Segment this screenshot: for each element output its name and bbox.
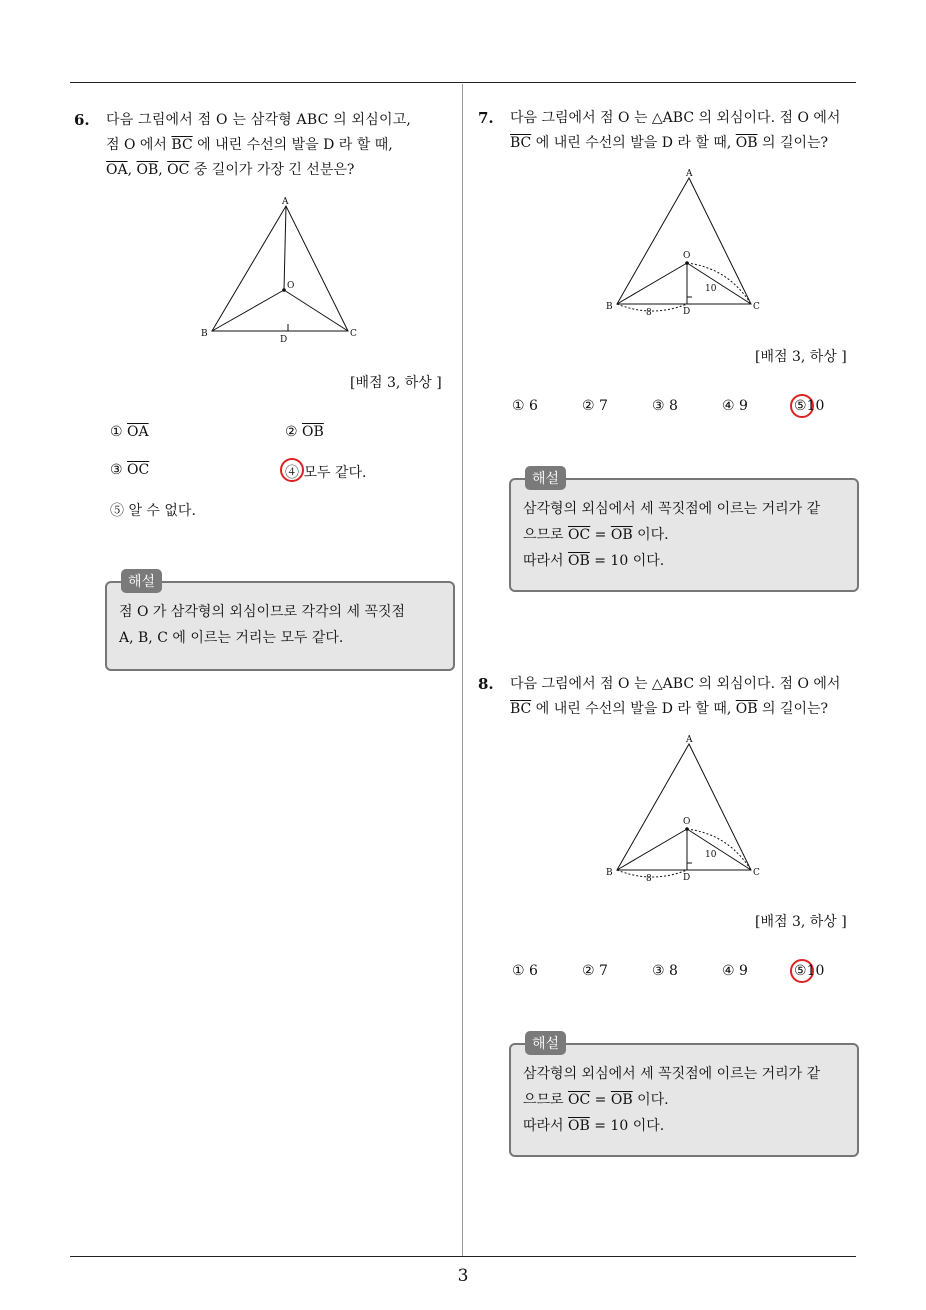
- label-d: D: [683, 873, 691, 883]
- question-text-line: 다음 그림에서 점 O 는 삼각형 ABC 의 외심이고,: [106, 112, 412, 128]
- question-text-line: $\overline{OA}$, $\overline{OB}$, $\overline{OC}$ 중 길이가 가장 긴 선분은?: [106, 162, 355, 178]
- question-text-line: $\overline{BC}$ 에 내린 수선의 발을 D 라 할 때, $\overline{OB}$ 의 길이는?: [510, 135, 829, 151]
- choice-1[interactable]: ① $\overline{OA}$: [110, 424, 149, 440]
- segment-ob: [212, 290, 284, 331]
- choice-5[interactable]: ⑤10: [794, 963, 825, 979]
- choice-3[interactable]: ③ $\overline{OC}$: [110, 462, 150, 478]
- question-text-line: $\overline{BC}$ 에 내린 수선의 발을 D 라 할 때, $\overline{OB}$ 의 길이는?: [510, 701, 829, 717]
- triangle-abc: [212, 206, 348, 331]
- triangle-abc: [617, 744, 751, 870]
- label-d: D: [683, 307, 691, 317]
- choice-5[interactable]: ⑤10: [794, 398, 825, 414]
- choice-1[interactable]: ① 6: [512, 398, 538, 414]
- label-o: O: [683, 817, 691, 827]
- explanation-text: 점 O 가 삼각형의 외심이므로 각각의 세 꼭짓점 A, B, C 에 이르는 거리는 모두 같다.: [119, 604, 406, 646]
- choice-5[interactable]: ⑤ 알 수 없다.: [110, 503, 196, 519]
- label-a: A: [282, 197, 289, 207]
- arc-bd: [617, 304, 687, 311]
- label-oc-length: 10: [705, 850, 717, 860]
- label-b: B: [606, 868, 613, 878]
- choice-2[interactable]: ② $\overline{OB}$: [285, 424, 324, 440]
- arc-bd: [617, 870, 687, 877]
- score-meta: [배점 3, 하상 ]: [350, 375, 442, 391]
- question-number: 7.: [478, 109, 494, 127]
- segment-ob: [617, 829, 687, 870]
- choice-4[interactable]: ④ 9: [722, 963, 748, 979]
- label-b: B: [606, 302, 613, 312]
- label-bd-length: 8: [646, 308, 652, 318]
- question-6: [74, 108, 456, 183]
- choice-4[interactable]: ④ 모두 같다.: [285, 465, 367, 481]
- question-7: [478, 106, 860, 156]
- segment-ob: [617, 263, 687, 304]
- explanation-text: 삼각형의 외심에서 세 꼭짓점에 이르는 거리가 같 으므로 $\overline{OC} = \overline{OB}$ 이다. 따라서 $\overline{OB} = 10$ 이다.: [523, 501, 821, 569]
- choice-3[interactable]: ③ 8: [652, 963, 678, 979]
- question-text-line: 점 O 에서 $\overline{BC}$ 에 내린 수선의 발을 D 라 할 때,: [106, 137, 393, 153]
- point-o: [282, 288, 286, 292]
- explanation-tag: 해설: [525, 466, 566, 490]
- label-bd-length: 8: [646, 874, 652, 884]
- triangle-figure: [196, 192, 366, 347]
- point-o: [685, 261, 689, 265]
- explanation-text: 삼각형의 외심에서 세 꼭짓점에 이르는 거리가 같 으므로 $\overline{OC} = \overline{OB}$ 이다. 따라서 $\overline{OB} = 10$ 이다.: [523, 1066, 821, 1134]
- segment-oa: [284, 206, 286, 290]
- triangle-abc: [617, 178, 751, 304]
- choice-4[interactable]: ④ 9: [722, 398, 748, 414]
- explanation-tag: 해설: [121, 569, 162, 593]
- explanation-box: [509, 471, 859, 592]
- question-number: 8.: [478, 675, 494, 693]
- label-c: C: [350, 329, 357, 339]
- triangle-figure: [600, 730, 770, 890]
- point-o: [685, 827, 689, 831]
- explanation-box: [509, 1036, 859, 1157]
- question-text-line: 다음 그림에서 점 O 는 △ABC 의 외심이다. 점 O 에서: [510, 676, 841, 692]
- label-a: A: [686, 735, 693, 745]
- column-divider: [462, 84, 463, 1256]
- question-8: [478, 672, 860, 722]
- choice-2[interactable]: ② 7: [582, 398, 608, 414]
- choice-1[interactable]: ① 6: [512, 963, 538, 979]
- label-o: O: [287, 281, 295, 291]
- choice-3[interactable]: ③ 8: [652, 398, 678, 414]
- question-number: 6.: [74, 111, 90, 129]
- label-b: B: [201, 329, 208, 339]
- label-c: C: [753, 868, 760, 878]
- label-o: O: [683, 251, 691, 261]
- label-c: C: [753, 302, 760, 312]
- label-oc-length: 10: [705, 284, 717, 294]
- bottom-rule: [70, 1256, 856, 1257]
- choice-2[interactable]: ② 7: [582, 963, 608, 979]
- explanation-box: [105, 574, 455, 671]
- explanation-tag: 해설: [525, 1031, 566, 1055]
- question-text-line: 다음 그림에서 점 O 는 △ABC 의 외심이다. 점 O 에서: [510, 110, 841, 126]
- segment-oc: [284, 290, 348, 331]
- label-a: A: [686, 169, 693, 179]
- label-d: D: [280, 335, 288, 345]
- score-meta: [배점 3, 하상 ]: [755, 349, 847, 365]
- page-number: 3: [457, 1266, 469, 1286]
- triangle-figure: [600, 164, 770, 324]
- top-rule: [70, 82, 856, 83]
- score-meta: [배점 3, 하상 ]: [755, 914, 847, 930]
